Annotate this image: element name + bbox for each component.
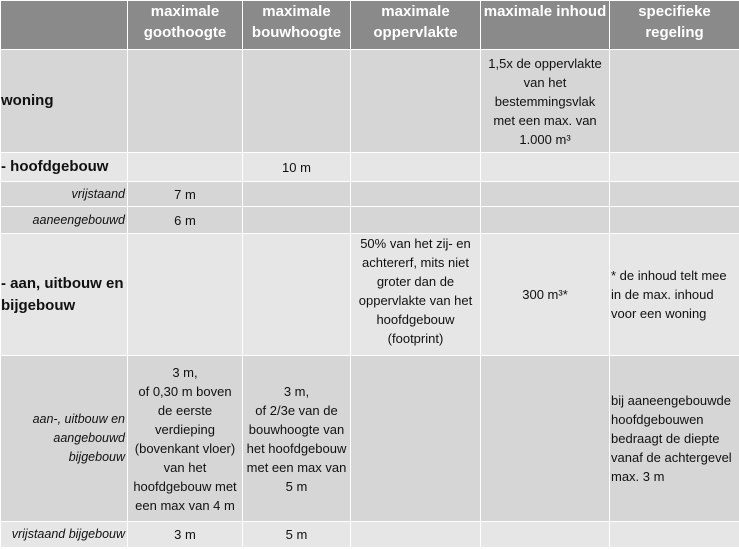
cell-oppervlakte <box>351 522 481 548</box>
header-inhoud: maximale inhoud <box>481 1 610 50</box>
cell-oppervlakte <box>351 182 481 207</box>
cell-bouwhoogte: 3 m, of 2/3e van de bouwhoogte van het hoofdgebouw met een max van 5 m <box>243 356 351 522</box>
cell-inhoud <box>481 522 610 548</box>
cell-oppervlakte: 50% van het zij- en achtererf, mits niet groter dan de oppervlakte van het hoofdgebouw (footprint) <box>351 234 481 356</box>
cell-bouwhoogte: 5 m <box>243 522 351 548</box>
cell-goothoogte: 6 m <box>128 207 243 234</box>
header-goothoogte: maximale goothoogte <box>128 1 243 50</box>
row-aan-uitbouw <box>1 234 739 356</box>
cell-inhoud <box>481 356 610 522</box>
row-hoofdgebouw <box>1 153 739 182</box>
cell-oppervlakte <box>351 50 481 153</box>
cell-oppervlakte <box>351 356 481 522</box>
cell-bouwhoogte <box>243 207 351 234</box>
row-label: aan-, uitbouw en aangebouwd bijgebouw <box>1 356 128 522</box>
cell-oppervlakte <box>351 207 481 234</box>
cell-goothoogte: 3 m <box>128 522 243 548</box>
cell-goothoogte: 3 m, of 0,30 m boven de eerste verdieping (bovenkant vloer) van het hoofdgebouw met een max van 4 m <box>128 356 243 522</box>
cell-regeling: bij aaneengebouwde hoofdgebouwen bedraagt de diepte vanaf de achtergevel max. 3 m <box>610 356 739 522</box>
row-label: - hoofdgebouw <box>1 153 128 182</box>
row-vrijstaand-bijgebouw <box>1 522 739 548</box>
row-label: woning <box>1 50 128 153</box>
cell-oppervlakte <box>351 153 481 182</box>
row-label: vrijstaand bijgebouw <box>1 522 128 548</box>
cell-goothoogte <box>128 50 243 153</box>
row-vrijstaand <box>1 182 739 207</box>
cell-inhoud <box>481 153 610 182</box>
header-bouwhoogte: maximale bouwhoogte <box>243 1 351 50</box>
cell-regeling <box>610 50 739 153</box>
header-empty <box>1 1 128 50</box>
cell-goothoogte: 7 m <box>128 182 243 207</box>
row-aangebouwd <box>1 356 739 522</box>
cell-inhoud: 1,5x de oppervlakte van het bestemmingsvlak met een max. van 1.000 m³ <box>481 50 610 153</box>
cell-regeling: * de inhoud telt mee in de max. inhoud voor een woning <box>610 234 739 356</box>
cell-regeling <box>610 182 739 207</box>
cell-inhoud <box>481 207 610 234</box>
cell-inhoud: 300 m³* <box>481 234 610 356</box>
cell-regeling <box>610 207 739 234</box>
cell-bouwhoogte <box>243 234 351 356</box>
cell-bouwhoogte <box>243 182 351 207</box>
cell-regeling <box>610 522 739 548</box>
row-woning <box>1 50 739 153</box>
cell-bouwhoogte <box>243 50 351 153</box>
row-aaneengebouwd <box>1 207 739 234</box>
cell-goothoogte <box>128 153 243 182</box>
header-row <box>1 1 739 50</box>
cell-bouwhoogte: 10 m <box>243 153 351 182</box>
header-regeling: specifieke regeling <box>610 1 739 50</box>
row-label: vrijstaand <box>1 182 128 207</box>
row-label: - aan, uitbouw en bijgebouw <box>1 234 128 356</box>
cell-inhoud <box>481 182 610 207</box>
cell-regeling <box>610 153 739 182</box>
row-label: aaneengebouwd <box>1 207 128 234</box>
header-oppervlakte: maximale oppervlakte <box>351 1 481 50</box>
cell-goothoogte <box>128 234 243 356</box>
